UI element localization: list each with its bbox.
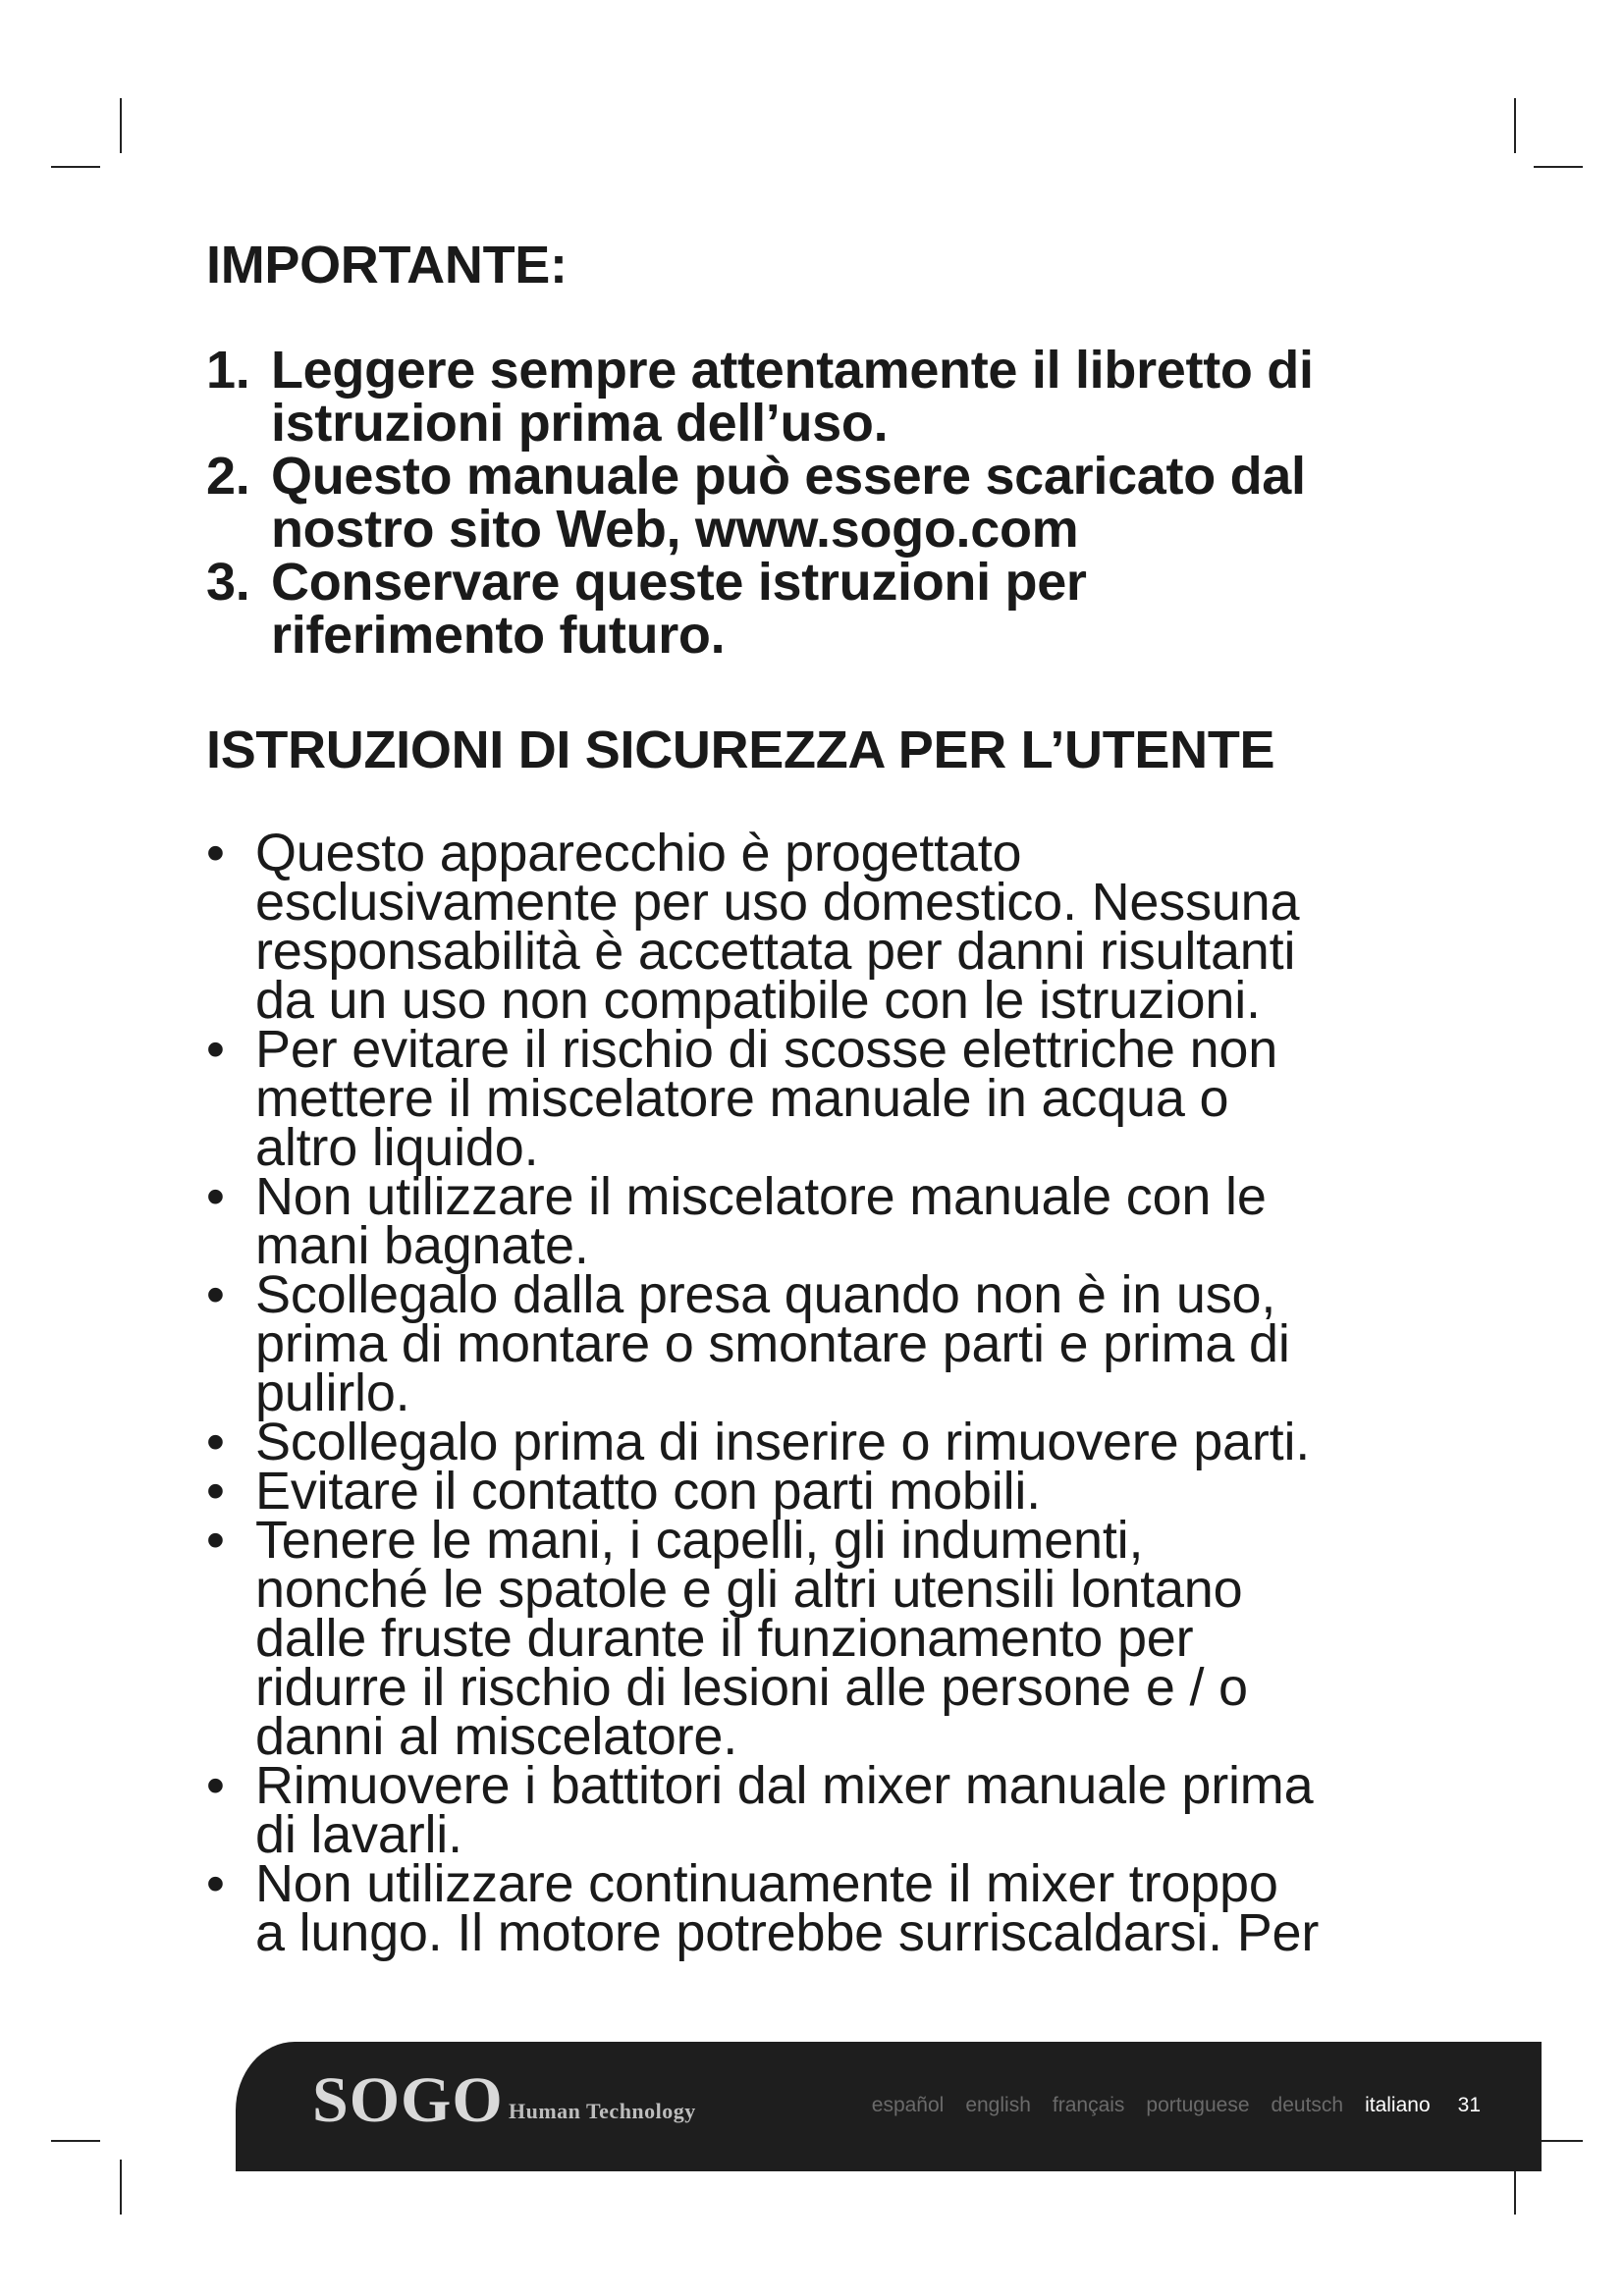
item-line: riferimento futuro. <box>271 606 726 665</box>
language-english: english <box>965 2094 1031 2116</box>
crop-mark-bottom-left-h <box>51 2140 100 2142</box>
item-line: pulirlo. <box>255 1363 410 1422</box>
item-number: 3. <box>206 553 250 612</box>
important-list <box>206 341 1453 665</box>
safety-item-7 <box>206 1511 1453 1766</box>
language-portuguese: portuguese <box>1146 2094 1250 2116</box>
item-line: mani bagnate. <box>255 1216 589 1275</box>
sogo-logo: SOGO <box>312 2064 504 2136</box>
important-item-1 <box>206 341 1453 453</box>
safety-list <box>206 824 1453 1962</box>
safety-item-2 <box>206 1020 1453 1177</box>
item-line: Non utilizzare il miscelatore manuale con le <box>255 1167 1267 1226</box>
safety-item-4 <box>206 1265 1453 1422</box>
important-heading: IMPORTANTE: <box>206 236 568 294</box>
important-item-3 <box>206 553 1453 665</box>
safety-heading: ISTRUZIONI DI SICUREZZA PER L’UTENTE <box>206 721 1275 779</box>
safety-item-3 <box>206 1167 1453 1275</box>
bullet-icon: • <box>206 1413 225 1471</box>
bullet-icon: • <box>206 1462 225 1521</box>
item-line: Questo manuale può essere scaricato dal <box>271 447 1306 506</box>
item-line: Questo apparecchio è progettato <box>255 824 1022 882</box>
safety-item-1 <box>206 824 1453 1030</box>
brand-tagline: Human Technology <box>509 2099 696 2123</box>
footer-bar <box>236 2042 1542 2171</box>
item-line: nostro sito Web, www.sogo.com <box>271 500 1079 559</box>
crop-mark-top-right-h <box>1534 166 1583 168</box>
bullet-icon: • <box>206 1756 225 1815</box>
item-line: da un uso non compatibile con le istruzioni. <box>255 971 1261 1030</box>
page-number: 31 <box>1457 2094 1481 2116</box>
safety-item-6 <box>206 1462 1453 1521</box>
language-espanol: español <box>871 2094 945 2116</box>
item-line: nonché le spatole e gli altri utensili lontano <box>255 1560 1243 1619</box>
item-line: Leggere sempre attentamente il libretto di <box>271 341 1314 400</box>
bullet-icon: • <box>206 1511 225 1570</box>
item-line: Non utilizzare continuamente il mixer troppo <box>255 1854 1278 1913</box>
bullet-icon: • <box>206 1167 225 1226</box>
safety-item-5 <box>206 1413 1453 1471</box>
item-number: 1. <box>206 341 250 400</box>
item-line: istruzioni prima dell’uso. <box>271 394 889 453</box>
item-line: Scollegalo dalla presa quando non è in uso, <box>255 1265 1276 1324</box>
crop-mark-bottom-left-v <box>120 2160 122 2215</box>
bullet-icon: • <box>206 1020 225 1079</box>
crop-mark-top-left-h <box>51 166 100 168</box>
item-line: altro liquido. <box>255 1118 539 1177</box>
crop-mark-top-right-v <box>1514 98 1516 153</box>
language-deutsch: deutsch <box>1271 2094 1344 2116</box>
item-line: Evitare il contatto con parti mobili. <box>255 1462 1041 1521</box>
bullet-icon: • <box>206 824 225 882</box>
item-line: mettere il miscelatore manuale in acqua o <box>255 1069 1229 1128</box>
item-line: esclusivamente per uso domestico. Nessuna <box>255 873 1300 932</box>
item-line: ridurre il rischio di lesioni alle persone e / o <box>255 1658 1248 1717</box>
safety-item-9 <box>206 1854 1453 1962</box>
bullet-icon: • <box>206 1854 225 1913</box>
bullet-icon: • <box>206 1265 225 1324</box>
item-line: di lavarli. <box>255 1805 462 1864</box>
item-line: responsabilità è accettata per danni risultanti <box>255 922 1296 981</box>
item-line: Rimuovere i battitori dal mixer manuale prima <box>255 1756 1314 1815</box>
language-index <box>872 2091 1481 2120</box>
language-francais: français <box>1052 2094 1125 2116</box>
safety-item-8 <box>206 1756 1453 1864</box>
item-line: Tenere le mani, i capelli, gli indumenti, <box>255 1511 1144 1570</box>
item-line: dalle fruste durante il funzionamento per <box>255 1609 1194 1668</box>
crop-mark-top-left-v <box>120 98 122 153</box>
important-item-2 <box>206 447 1453 559</box>
item-line: Conservare queste istruzioni per <box>271 553 1087 612</box>
item-number: 2. <box>206 447 250 506</box>
item-line: Scollegalo prima di inserire o rimuovere parti. <box>255 1413 1311 1471</box>
item-line: Per evitare il rischio di scosse elettriche non <box>255 1020 1278 1079</box>
item-line: prima di montare o smontare parti e prima di <box>255 1314 1290 1373</box>
page-content <box>206 236 1453 1962</box>
language-italiano: italiano <box>1365 2094 1431 2116</box>
item-line: danni al miscelatore. <box>255 1707 738 1766</box>
item-line: a lungo. Il motore potrebbe surriscaldarsi. Per <box>255 1903 1320 1962</box>
